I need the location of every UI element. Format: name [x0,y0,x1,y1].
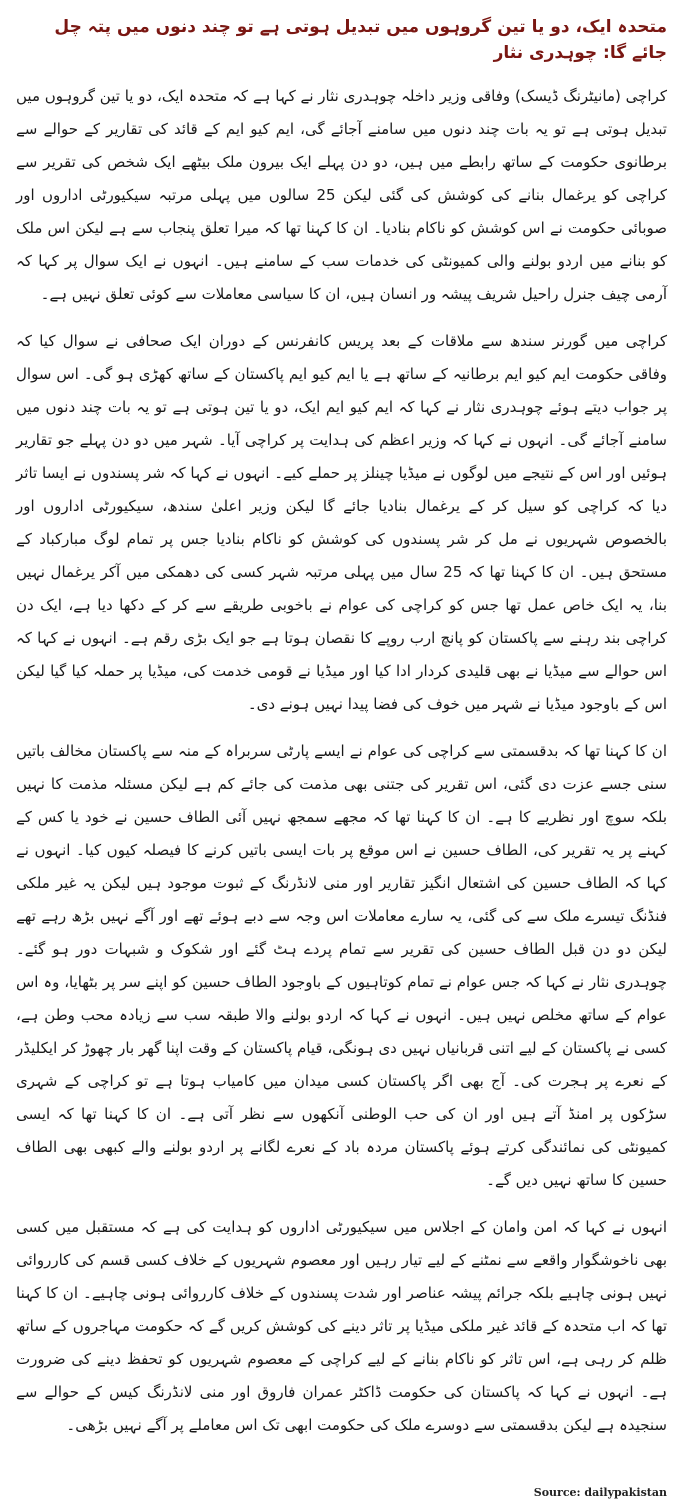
source-credit: Source: dailypakistan [533,1486,667,1499]
article-paragraph-3: ان کا کہنا تھا کہ بدقسمتی سے کراچی کی عوام نے ایسے پارٹی سربراہ کے منہ سے پاکستان مخالف باتیں سنی جسے عزت دی گئی، اس تقریر کی جتنی بھی مذمت کی جائے کم ہے لیکن مسئلہ مذمت کا نہیں بلکہ سوچ اور نظریے کا ہے۔ ان کا کہنا تھا کہ مجھے سمجھ نہیں آئی الطاف حسین نے خود یا کس کے کہنے پر یہ تقریر کی، الطاف حسین نے اس موقع پر بات ایسی باتیں کرنے کا فیصلہ کیوں کیا۔ انہوں نے کہا کہ الطاف حسین کی اشتعال انگیز تقاریر اور منی لانڈرنگ کے ثبوت موجود ہیں لیکن یہ غیر ملکی فنڈنگ تیسرے ملک سے کی گئی، یہ سارے معاملات اس وجہ سے دبے ہوئے تھے اور آگے نہیں بڑھ رہے تھے لیکن دو دن قبل الطاف حسین کی تقریر سے تمام پردے ہٹ گئے اور شکوک و شبہات دور ہو گئے۔ چوہدری نثار نے کہا کہ جس عوام نے تمام کوتاہیوں کے باوجود الطاف حسین کو اپنے سر پر بٹھایا، وہ اس عوام کے ساتھ مخلص نہیں ہیں۔ انہوں نے کہا کہ اردو بولنے والا طبقہ سب سے زیادہ محب وطن ہے، کسی نے پاکستان کے لیے اتنی قربانیاں نہیں دی ہونگی، قیام پاکستان کے وقت اپنا گھر بار چھوڑ کر ایکلیڈر کے نعرے پر ہجرت کی۔ آج بھی اگر پاکستان کسی میدان میں کامیاب ہوتا ہے تو کراچی کے شہری سڑکوں پر امنڈ آتے ہیں اور ان کی حب الوطنی آنکھوں سے نظر آتی ہے۔ ان کا کہنا تھا کہ ایسی کمیونٹی کی نمائندگی کرتے ہوئے پاکستان مردہ باد کے نعرے لگانے پر اردو بولنے والے کبھی بھی الطاف حسین کا ساتھ نہیں دیں گے۔ [16,742,667,1189]
article-headline: متحدہ ایک، دو یا تین گروہوں میں تبدیل ہوتی ہے تو چند دنوں میں پتہ چل جائے گا: چوہدری نثار [54,17,667,63]
article-paragraph-1: کراچی (مانیٹرنگ ڈیسک) وفاقی وزیر داخلہ چوہدری نثار نے کہا ہے کہ متحدہ ایک، دو یا تین گروہوں میں تبدیل ہوتی ہے تو یہ بات چند دنوں میں سامنے آجائے گی، ایم کیو ایم کے قائد کی تقاریر کے حوالے سے برطانوی حکومت کے ساتھ رابطے میں ہیں، دو دن پہلے ایک بیرون ملک بیٹھے ایک شخص کی تقریر سے کراچی کو یرغمال بنانے کی کوشش کی گئی لیکن 25 سالوں میں پہلی مرتبہ سیکیورٹی اداروں اور صوبائی حکومت نے اس کوشش کو ناکام بنادیا۔ ان کا کہنا تھا کہ میرا تعلق پنجاب سے ہے لیکن اس ملک کو بنانے میں اردو بولنے والی کمیونٹی کی خدمات سب کے سامنے ہیں۔ انہوں نے ایک سوال پر کہا کہ آرمی چیف جنرل راحیل شریف پیشہ ور انسان ہیں، ان کا سیاسی معاملات سے کوئی تعلق نہیں ہے۔ [16,87,668,303]
article-paragraph-2: کراچی میں گورنر سندھ سے ملاقات کے بعد پریس کانفرنس کے دوران ایک صحافی نے سوال کیا کہ وفاقی حکومت ایم کیو ایم برطانیہ کے ساتھ ہے یا ایم کیو ایم پاکستان کے ساتھ کھڑی ہو گی۔ اس سوال پر جواب دیتے ہوئے چوہدری نثار نے کہا کہ ایم کیو ایم ایک، دو یا تین ہوتی ہے تو یہ بات چند دنوں میں سامنے آجائے گی۔ انہوں نے کہا کہ وزیر اعظم کی ہدایت پر کراچی آیا۔ شہر میں دو دن پہلے جو تقاریر ہوئیں اور اس کے نتیجے میں لوگوں نے میڈیا چینلز پر حملے کیے۔ انہوں نے کہا کہ شر پسندوں نے ایسا تاثر دیا کہ کراچی کو سیل کر کے یرغمال بنادیا جائے گا لیکن وزیر اعلیٰ سندھ، سیکیورٹی اداروں اور بالخصوص شہریوں نے مل کر شر پسندوں کی کوشش کو ناکام بنادیا جس پر تمام لوگ مبارکباد کے مستحق ہیں۔ ان کا کہنا تھا کہ 25 سال میں پہلی مرتبہ شہر کسی کی دھمکی میں آکر یرغمال نہیں بنا، یہ ایک خاص عمل تھا جس کو کراچی کی عوام نے باخوبی طریقے سے کر کے دکھا دیا ہے، ایک دن کراچی بند رہنے سے پاکستان کو پانچ ارب روپے کا نقصان ہوتا ہے جو ایک بڑی رقم ہے۔ انہوں نے کہا کہ اس حوالے سے میڈیا نے بھی قلیدی کردار ادا کیا اور میڈیا نے قومی خدمت کی، میڈیا پر حملہ کیا گیا لیکن اس کے باوجود میڈیا نے شہر میں خوف کی فضا پیدا نہیں ہونے دی۔ [16,332,667,713]
article-paragraph-4: انہوں نے کہا کہ امن وامان کے اجلاس میں سیکیورٹی اداروں کو ہدایت کی ہے کہ مستقبل میں کسی بھی ناخوشگوار واقعے سے نمٹنے کے لیے تیار رہیں اور معصوم شہریوں کے خلاف کسی قسم کی کارروائی نہیں ہونی چاہیے بلکہ جرائم پیشہ عناصر اور شدت پسندوں کے خلاف کارروائی ہونی چاہیے۔ ان کا کہنا تھا کہ اب متحدہ کے قائد غیر ملکی میڈیا پر تاثر دینے کی کوشش کریں گے کہ حکومت مہاجروں کے ساتھ ظلم کر رہی ہے، اس تاثر کو ناکام بنانے کے لیے کراچی کے معصوم شہریوں کو تحفظ دینے کی ضرورت ہے۔ انہوں نے کہا کہ پاکستان کی حکومت ڈاکٹر عمران فاروق اور منی لانڈرنگ کیس کے حوالے سے سنجیدہ ہے لیکن بدقسمتی سے دوسرے ملک کی حکومت ابھی تک اس معاملے پر آگے نہیں بڑھی۔ [16,1218,667,1434]
